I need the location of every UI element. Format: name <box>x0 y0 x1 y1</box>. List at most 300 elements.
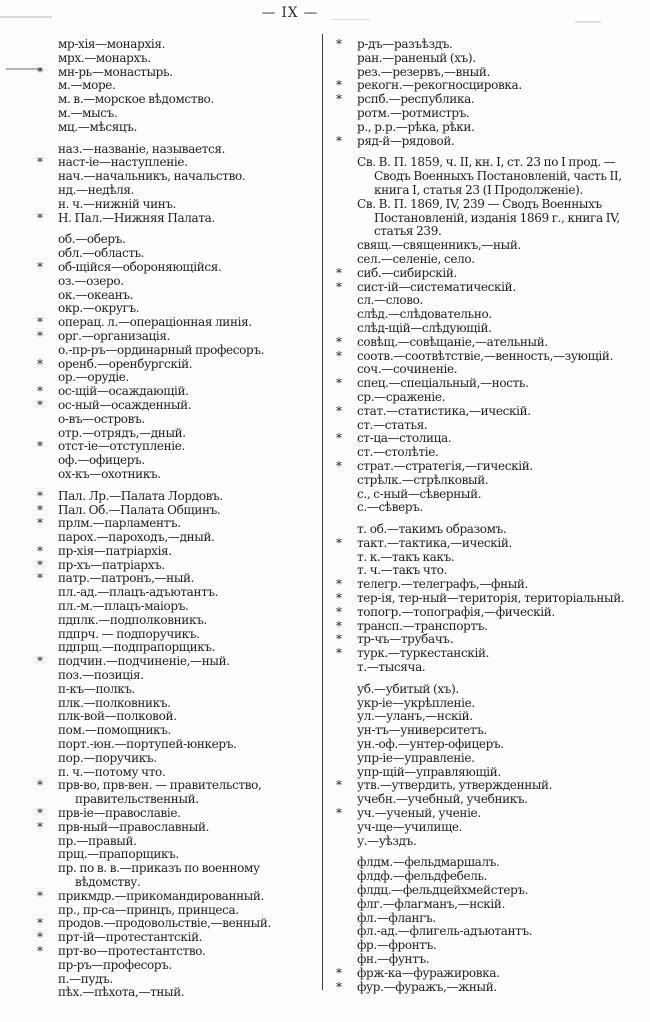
entry-text: ох-къ—охотникъ. <box>58 466 161 481</box>
entry-text: мн-рь—монастырь. <box>58 64 173 79</box>
entry-text: пр.—правый. <box>58 833 137 848</box>
dictionary-entry <box>336 778 640 793</box>
entry-text: упр-щій—управляющій. <box>357 764 501 779</box>
footnote-star-marker: * <box>37 571 43 586</box>
entry-text: пр-хъ—патріархъ. <box>58 557 165 572</box>
dictionary-entry <box>357 52 640 66</box>
dictionary-entry <box>336 535 640 551</box>
dictionary-entry <box>357 953 640 967</box>
footnote-star-marker: * <box>37 654 43 669</box>
dictionary-entry <box>58 427 314 441</box>
dictionary-entry <box>357 474 640 488</box>
dictionary-entry <box>58 143 314 157</box>
footnote-star-marker: * <box>336 632 342 647</box>
dictionary-entry <box>37 502 314 518</box>
dictionary-entry <box>58 93 314 107</box>
dictionary-entry <box>357 925 640 939</box>
footnote-star-marker: * <box>37 806 43 821</box>
entry-text: оз.—озеро. <box>58 273 124 288</box>
entry-text: продов.—продовольствіе,—венный. <box>58 916 271 931</box>
entry-text: флдм.—фельдмаршалъ. <box>357 855 500 870</box>
dictionary-entry <box>58 454 314 468</box>
entry-text: пр., пр-са—принцъ, принцеса. <box>58 902 239 917</box>
footnote-star-marker: * <box>37 397 43 412</box>
footnote-star-marker: * <box>336 431 342 446</box>
entry-text: т. ч.—такъ что. <box>357 563 448 578</box>
entry-text: п-къ—полкъ. <box>58 681 136 696</box>
dictionary-entry <box>58 371 314 385</box>
dictionary-entry <box>336 37 640 52</box>
dictionary-entry <box>58 766 314 780</box>
footnote-star-marker: * <box>336 265 342 280</box>
dictionary-entry <box>58 848 314 862</box>
entry-text: Пал. Лр.—Палата Лордовъ. <box>58 488 223 503</box>
entry-text: ср.—сраженіе. <box>357 389 446 404</box>
entry-text: фр.—фронтъ. <box>357 938 437 953</box>
entry-text: оф.—офицеръ. <box>58 453 145 468</box>
left-column <box>37 37 314 1000</box>
entry-text: рспб.—республика. <box>357 92 475 107</box>
dictionary-entry <box>37 778 314 807</box>
entry-text: пл.-ад.—плацъ-адъютантъ. <box>58 585 219 600</box>
entry-text: поз.—позиція. <box>58 668 144 683</box>
dictionary-entry <box>357 870 640 884</box>
page-number: — IX — <box>261 5 319 21</box>
dictionary-entry <box>357 551 640 565</box>
entry-text: мрх.—монархъ. <box>58 50 151 65</box>
entry-text: наст-іе—наступленіе. <box>58 155 188 170</box>
footnote-star-marker: * <box>37 543 43 558</box>
dictionary-entry <box>58 738 314 752</box>
dictionary-entry <box>336 348 640 364</box>
dictionary-entry <box>58 247 314 261</box>
dictionary-entry <box>37 557 314 573</box>
dictionary-entry <box>357 766 640 780</box>
dictionary-entry <box>357 661 640 675</box>
entry-text: с.—сѣверъ. <box>357 500 423 515</box>
abbreviation-group <box>336 155 640 515</box>
entry-text: плк.—полковникъ. <box>58 695 171 710</box>
entry-text: рез.—резервъ,—вный. <box>357 64 490 79</box>
entry-text: ряд-й—рядовой. <box>357 133 455 148</box>
dictionary-entry <box>37 516 314 531</box>
dictionary-entry <box>357 821 640 835</box>
abbreviation-group <box>336 37 640 148</box>
dictionary-entry <box>357 564 640 578</box>
entry-text: н. ч.—нижній чинъ. <box>58 196 177 211</box>
footnote-star-marker: * <box>336 403 342 418</box>
dictionary-entry <box>357 66 640 80</box>
entry-text: нач.—начальникъ, начальство. <box>58 169 246 184</box>
dictionary-entry <box>336 577 640 592</box>
entry-text: м.—мысъ. <box>58 105 118 120</box>
footnote-star-marker: * <box>37 930 43 945</box>
dictionary-entry <box>37 384 314 399</box>
dictionary-entry <box>58 586 314 600</box>
entry-text: ран.—раненый (хъ). <box>357 50 476 65</box>
dictionary-entry <box>58 531 314 545</box>
footnote-star-marker: * <box>37 516 43 531</box>
entry-text: флдф.—фельдфебель. <box>357 869 488 884</box>
entry-text: сиб.—сибирскій. <box>357 265 458 280</box>
dictionary-entry <box>357 322 640 336</box>
entry-text: фл.—флангъ. <box>357 910 436 925</box>
dictionary-entry <box>58 973 314 987</box>
entry-text: стат.—статистика,—ическій. <box>357 403 531 418</box>
dictionary-entry <box>37 328 314 344</box>
dictionary-entry <box>357 391 640 405</box>
entry-text: трансп.—транспортъ. <box>357 618 488 633</box>
dictionary-entry <box>357 912 640 926</box>
footnote-star-marker: * <box>336 279 342 294</box>
entry-text: операц. л.—операціонная линія. <box>58 315 252 330</box>
footnote-star-marker: * <box>37 155 43 170</box>
entry-text: орг.—организація. <box>58 328 171 343</box>
dictionary-entry <box>37 64 314 80</box>
dictionary-entry <box>37 356 314 372</box>
dictionary-entry <box>357 253 640 267</box>
dictionary-entry <box>58 724 314 738</box>
entry-text: ст.—столѣтіе. <box>357 445 439 460</box>
dictionary-entry <box>336 334 640 350</box>
abbreviation-group <box>37 37 314 135</box>
dictionary-entry <box>58 121 314 135</box>
entry-text: порт.-юн.—портупей-юнкеръ. <box>58 737 237 752</box>
abbreviation-group <box>336 522 640 675</box>
entry-text: отст-іе—отступленіе. <box>58 439 185 454</box>
footnote-star-marker: * <box>37 356 43 371</box>
entry-text: с., с-ный—сѣверный. <box>357 486 482 501</box>
entry-text: р., р.р.—рѣка, рѣки. <box>357 119 475 134</box>
dictionary-entry <box>357 523 640 537</box>
entry-text: м.—море. <box>58 78 116 93</box>
entry-text: м. в.—морское вѣдомство. <box>58 92 214 107</box>
dictionary-entry <box>58 52 314 66</box>
entry-text: ок.—океанъ. <box>58 287 134 302</box>
dictionary-entry <box>336 965 640 981</box>
entry-text: Св. В. П. 1859, ч. II, кн. I, ст. 23 по I прод. —Сводъ Военныхъ Постановленій, часть II, книга I, статья 23 (I Продолженіе). <box>357 155 622 197</box>
footnote-star-marker: * <box>37 328 43 343</box>
entry-text: прв-ный—православный. <box>58 819 210 834</box>
dictionary-entry <box>37 930 314 945</box>
dictionary-entry <box>37 543 314 559</box>
dictionary-entry <box>336 92 640 107</box>
entry-text: прикмдр.—прикомандированный. <box>58 888 265 903</box>
footnote-star-marker: * <box>336 604 342 619</box>
dictionary-entry <box>336 265 640 281</box>
dictionary-entry <box>58 752 314 766</box>
footnote-star-marker: * <box>336 37 342 51</box>
dictionary-entry <box>58 170 314 184</box>
entry-text: фн.—фунтъ. <box>357 952 430 966</box>
footnote-star-marker: * <box>37 439 43 454</box>
entry-text: т. к.—такъ какъ. <box>357 549 455 564</box>
entry-text: соотв.—соотвѣтствіе,—венность,—зующій. <box>357 348 614 363</box>
dictionary-entry <box>357 198 640 239</box>
dictionary-entry <box>58 79 314 93</box>
footnote-star-marker: * <box>336 348 342 363</box>
dictionary-entry <box>58 986 314 1000</box>
entry-text: подчин.—подчиненіе,—ный. <box>58 654 230 669</box>
dictionary-entry <box>58 289 314 303</box>
entry-text: т.—тысяча. <box>357 660 426 675</box>
footnote-star-marker: * <box>336 92 342 107</box>
footnote-star-marker: * <box>37 210 43 225</box>
entry-text: обл.—область. <box>58 246 145 261</box>
entry-text: стрѣлк.—стрѣлковый. <box>357 472 489 487</box>
entry-text: укр-іе—укрѣпленіе. <box>357 695 475 710</box>
entry-text: прлм.—парламентъ. <box>58 516 181 531</box>
entry-text: прщ.—прапорщикъ. <box>58 847 179 862</box>
dictionary-entry <box>58 413 314 427</box>
dictionary-entry <box>357 446 640 460</box>
entry-text: флг.—флагманъ,—нскій. <box>357 896 506 911</box>
entry-text: пр. по в. в.—приказъ по военному вѣдомству. <box>58 861 260 890</box>
dictionary-entry <box>357 939 640 953</box>
dictionary-entry <box>357 121 640 135</box>
dictionary-entry <box>357 363 640 377</box>
dictionary-entry <box>58 275 314 289</box>
dictionary-entry <box>37 315 314 330</box>
dictionary-entry <box>37 944 314 959</box>
entry-text: уч.—ученый, ученіе. <box>357 806 481 821</box>
dictionary-entry <box>37 819 314 835</box>
entry-text: прт-ій—протестантскій. <box>58 930 203 945</box>
entry-text: учебн.—учебный, учебникъ. <box>357 792 528 807</box>
footnote-star-marker: * <box>37 315 43 330</box>
abbreviation-group <box>336 855 640 994</box>
dictionary-entry <box>336 632 640 647</box>
dictionary-entry <box>336 376 640 391</box>
entry-text: телегр.—телеграфъ,—фный. <box>357 577 529 592</box>
dictionary-entry <box>58 614 314 628</box>
entry-text: пр-хія—патріархія. <box>58 543 172 558</box>
dictionary-entry <box>58 38 314 52</box>
entry-text: ротм.—ротмистръ. <box>357 105 470 120</box>
dictionary-entry <box>336 431 640 446</box>
footnote-star-marker: * <box>37 778 43 793</box>
entry-text: спец.—спеціальный,—ность. <box>357 376 529 391</box>
footnote-star-marker: * <box>336 535 342 550</box>
entry-text: тер-ія, тер-ный—територія, територіальный. <box>357 591 625 606</box>
entry-text: п.—пудъ. <box>58 971 113 986</box>
entry-text: р-дъ—разъѣздъ. <box>357 37 453 51</box>
footnote-star-marker: * <box>336 979 342 994</box>
dictionary-entry <box>357 488 640 502</box>
dictionary-entry <box>58 904 314 918</box>
dictionary-entry <box>58 198 314 212</box>
dictionary-entry <box>357 697 640 711</box>
dictionary-entry <box>37 397 314 413</box>
entry-text: мр-хія—монархія. <box>58 37 166 51</box>
dictionary-entry <box>58 862 314 890</box>
footnote-star-marker: * <box>37 944 43 958</box>
dictionary-entry <box>336 279 640 295</box>
entry-text: ун.-оф.—унтер-офицеръ. <box>357 737 504 752</box>
entry-text: у.—уѣздъ. <box>357 833 417 848</box>
entry-text: пл.-м.—плацъ-маіоръ. <box>58 599 189 614</box>
dictionary-entry <box>357 752 640 766</box>
entry-text: слѣд-щій—слѣдующій. <box>357 320 492 335</box>
entry-text: о.-пр-ръ—ординарный професоръ. <box>58 342 265 357</box>
entry-text: тр-чъ—трубачъ. <box>357 632 454 647</box>
footnote-star-marker: * <box>336 965 342 980</box>
entry-text: мц.—мѣсяцъ. <box>58 119 138 134</box>
entry-text: оренб.—оренбургскій. <box>58 356 193 371</box>
footnote-star-marker: * <box>37 488 43 503</box>
entry-text: пдплк.—подполковникъ. <box>58 612 207 627</box>
dictionary-entry <box>58 468 314 482</box>
dictionary-entry <box>58 641 314 655</box>
dictionary-entry <box>357 156 640 197</box>
dictionary-entry <box>37 210 314 226</box>
abbreviation-group <box>336 681 640 849</box>
entry-text: сл.—слово. <box>357 293 424 308</box>
footnote-star-marker: * <box>336 78 342 93</box>
entry-text: сел.—селеніе, село. <box>357 251 475 266</box>
entry-text: упр-іе—управленіе. <box>357 750 475 765</box>
footnote-star-marker: * <box>336 577 342 592</box>
dictionary-entry <box>357 683 640 697</box>
footnote-star-marker: * <box>336 646 342 661</box>
entry-text: рекогн.—рекогносцировка. <box>357 78 522 93</box>
entry-text: фл.-ад.—флигель-адъютантъ. <box>357 924 533 939</box>
dictionary-entry <box>58 835 314 849</box>
entry-text: отр.—отрядъ,—дный. <box>58 425 186 440</box>
entry-text: патр.—патронъ,—ный. <box>58 571 195 586</box>
dictionary-entry <box>37 654 314 669</box>
entry-text: пр-ръ—професоръ. <box>58 957 172 972</box>
entry-text: о-въ—островъ. <box>58 411 145 426</box>
footnote-star-marker: * <box>37 259 43 274</box>
entry-text: флдц.—фельдцейхмейстеръ. <box>357 883 529 898</box>
footnote-star-marker: * <box>336 376 342 391</box>
entry-text: уч-ще—училище. <box>357 819 463 834</box>
entry-text: пор.—поручикъ. <box>58 750 157 765</box>
entry-text: прв-во, прв-вен. — правительство, правительственный. <box>58 778 262 807</box>
dictionary-entry <box>357 724 640 738</box>
footnote-star-marker: * <box>336 458 342 473</box>
dictionary-entry <box>58 683 314 697</box>
dictionary-entry <box>336 604 640 620</box>
dictionary-entry <box>357 835 640 849</box>
dictionary-entry <box>336 78 640 93</box>
footnote-star-marker: * <box>37 819 43 834</box>
dictionary-entry <box>58 710 314 724</box>
dictionary-entry <box>357 884 640 898</box>
footnote-star-marker: * <box>37 916 43 931</box>
abbreviation-group <box>37 141 314 226</box>
footnote-star-marker: * <box>336 133 342 148</box>
entry-text: ст.—статья. <box>357 417 428 432</box>
footnote-star-marker: * <box>37 502 43 517</box>
dictionary-entry <box>37 488 314 504</box>
entry-text: сист-ій—систематическій. <box>357 279 516 294</box>
dictionary-entry <box>58 628 314 642</box>
entry-text: слѣд.—слѣдовательно. <box>357 307 492 322</box>
dictionary-entry <box>37 888 314 904</box>
dictionary-entry <box>357 419 640 433</box>
footnote-star-marker: * <box>336 618 342 633</box>
dictionary-entry <box>357 710 640 724</box>
footnote-star-marker: * <box>37 64 43 79</box>
entry-text: уб.—убитый (хъ). <box>357 681 459 696</box>
entry-text: ос-щій—осаждающій. <box>58 384 189 399</box>
entry-text: ор.—орудіе. <box>58 370 129 385</box>
entry-text: прв-іе—православіе. <box>58 806 181 821</box>
dictionary-entry <box>37 571 314 586</box>
dictionary-entry <box>357 793 640 807</box>
entry-text: Н. Пал.—Нижняя Палата. <box>58 210 215 225</box>
entry-text: пдпрщ.—подпрапорщикъ. <box>58 640 216 655</box>
entry-text: страт.—стратегія,—гическій. <box>357 458 533 473</box>
footnote-star-marker: * <box>336 334 342 349</box>
entry-text: пдпрч. — подпоручикъ. <box>58 626 200 641</box>
abbreviation-group <box>37 232 314 481</box>
scan-artifact <box>0 16 52 18</box>
dictionary-entry <box>336 403 640 419</box>
entry-text: пом.—помощникъ. <box>58 723 172 738</box>
dictionary-entry <box>357 501 640 515</box>
entry-text: прт-во—протестантство. <box>58 944 206 958</box>
dictionary-entry <box>58 669 314 683</box>
dictionary-entry <box>336 458 640 474</box>
entry-text: об.—оберъ. <box>58 232 126 247</box>
dictionary-entry <box>37 806 314 821</box>
dictionary-entry <box>58 600 314 614</box>
entry-text: топогр.—топографія,—фическій. <box>357 604 555 619</box>
dictionary-entry <box>357 856 640 870</box>
entry-text: ун-тъ—университетъ. <box>357 723 487 738</box>
dictionary-entry <box>357 239 640 253</box>
dictionary-entry <box>58 344 314 358</box>
entry-text: ос-ный—осажденный. <box>58 397 192 412</box>
abbreviation-group <box>37 488 314 1000</box>
entry-text: соч.—сочиненіе. <box>357 362 458 377</box>
dictionary-entry <box>336 591 640 606</box>
dictionary-entry <box>357 898 640 912</box>
dictionary-entry <box>37 259 314 275</box>
dictionary-entry <box>58 959 314 973</box>
entry-text: парох.—пароходъ,—дный. <box>58 530 215 545</box>
dictionary-entry <box>37 916 314 931</box>
dictionary-entry <box>336 133 640 149</box>
dictionary-entry <box>37 155 314 170</box>
entry-text: Пал. Об.—Палата Общинъ. <box>58 502 221 517</box>
entry-text: турк.—туркестанскій. <box>357 646 490 661</box>
dictionary-entry <box>58 184 314 198</box>
dictionary-entry <box>58 107 314 121</box>
entry-text: совѣщ.—совѣщаніе,—ательный. <box>357 334 548 349</box>
entry-text: ст-ца—столица. <box>357 431 452 446</box>
footnote-star-marker: * <box>336 591 342 606</box>
footnote-star-marker: * <box>336 806 342 821</box>
footnote-star-marker: * <box>37 557 43 572</box>
footnote-star-marker: * <box>37 888 43 903</box>
entry-text: Св. В. П. 1869, IV, 239 — Сводъ Военныхъ Постановленій, изданія 1869 г., книга IV, статья 239. <box>357 196 620 239</box>
dictionary-entry <box>336 979 640 995</box>
entry-text: т. об.—такимъ образомъ. <box>357 522 507 537</box>
dictionary-entry <box>357 308 640 322</box>
dictionary-entry <box>336 618 640 634</box>
entry-text: свящ.—священникъ,—ный. <box>357 238 521 253</box>
entry-text: такт.—тактика,—ическій. <box>357 535 512 550</box>
dictionary-entry <box>357 738 640 752</box>
dictionary-entry <box>357 294 640 308</box>
dictionary-entry <box>58 697 314 711</box>
right-column <box>336 37 640 994</box>
entry-text: ул.—уланъ,—нскій. <box>357 709 473 724</box>
